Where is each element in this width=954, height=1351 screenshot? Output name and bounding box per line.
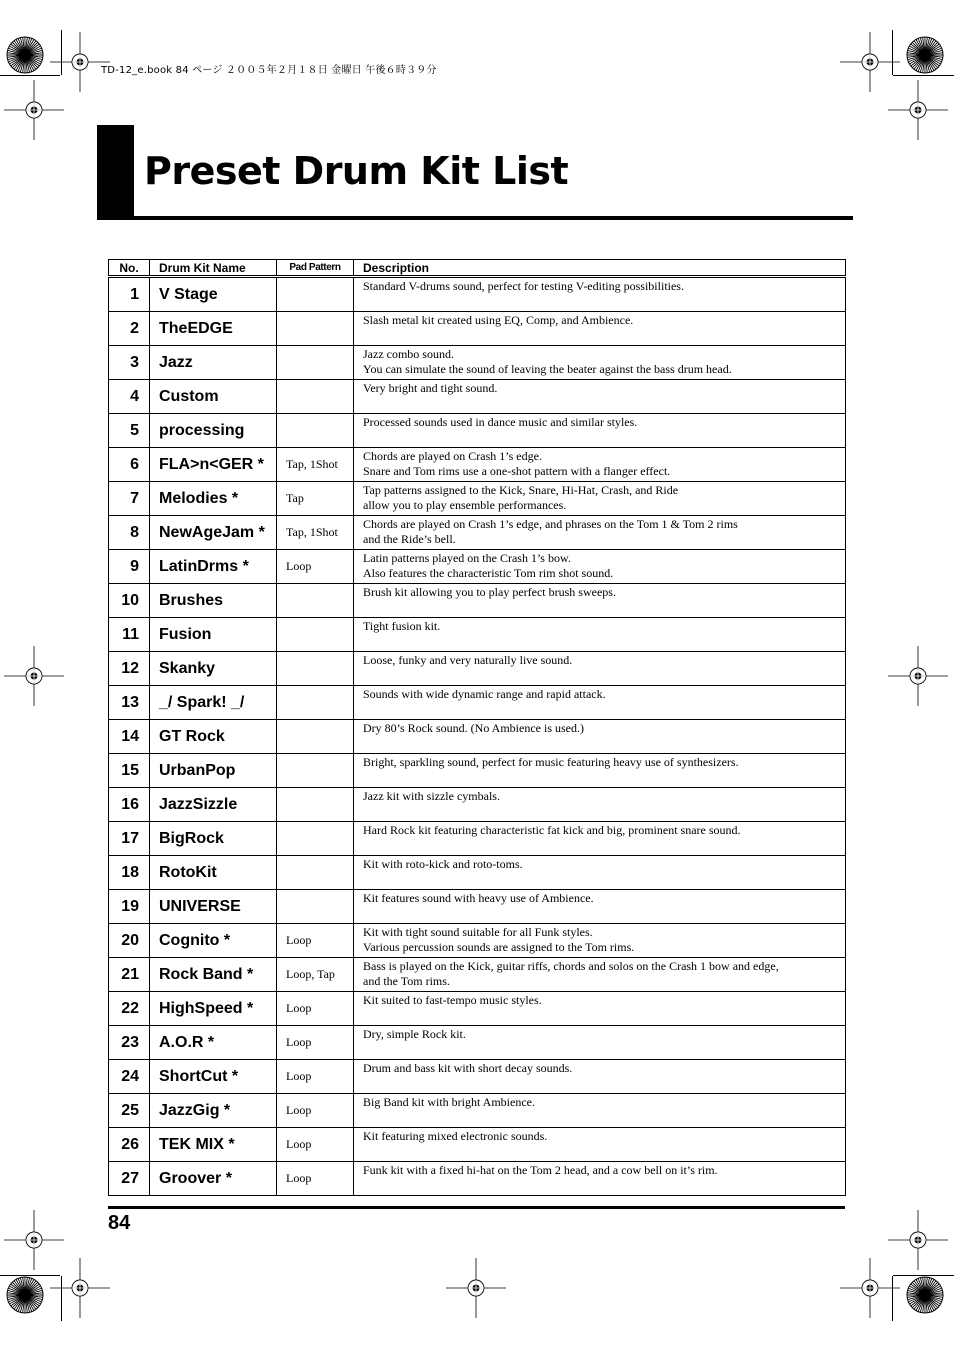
kit-number: 20 (109, 924, 150, 958)
kit-number: 24 (109, 1060, 150, 1094)
kit-name: Cognito * (150, 924, 277, 958)
description-line: Snare and Tom rims use a one-shot pattern with a flanger effect. (363, 464, 671, 478)
kit-pad-pattern: Tap, 1Shot (277, 516, 354, 550)
kit-description (354, 516, 846, 550)
table-body (109, 277, 846, 1196)
description-line: Standard V-drums sound, perfect for testing V-editing possibilities. (363, 279, 684, 293)
kit-description (354, 1128, 846, 1162)
kit-name: BigRock (150, 822, 277, 856)
kit-description (354, 550, 846, 584)
table-row (109, 346, 846, 380)
kit-pad-pattern (277, 277, 354, 312)
kit-number: 2 (109, 312, 150, 346)
description-line: You can simulate the sound of leaving the beater against the bass drum head. (363, 362, 732, 376)
kit-name: Melodies * (150, 482, 277, 516)
kit-number: 17 (109, 822, 150, 856)
kit-number: 5 (109, 414, 150, 448)
kit-description (354, 1060, 846, 1094)
trim-line (0, 1275, 60, 1276)
kit-number: 8 (109, 516, 150, 550)
crosshair-mark (840, 1258, 900, 1318)
kit-number: 21 (109, 958, 150, 992)
kit-pad-pattern (277, 652, 354, 686)
kit-description (354, 686, 846, 720)
kit-description (354, 890, 846, 924)
kit-name: JazzSizzle (150, 788, 277, 822)
kit-number: 6 (109, 448, 150, 482)
description-line: Bass is played on the Kick, guitar riffs, chords and solos on the Crash 1 bow and edge, (363, 959, 779, 973)
kit-name: UNIVERSE (150, 890, 277, 924)
kit-number: 18 (109, 856, 150, 890)
table-row (109, 1162, 846, 1196)
kit-number: 9 (109, 550, 150, 584)
description-line: Brush kit allowing you to play perfect brush sweeps. (363, 585, 616, 599)
kit-name: Skanky (150, 652, 277, 686)
registration-sunburst-bottom-left (5, 1275, 45, 1315)
description-line: Tap patterns assigned to the Kick, Snare, Hi-Hat, Crash, and Ride (363, 483, 679, 497)
table-row (109, 720, 846, 754)
description-line: Tight fusion kit. (363, 619, 441, 633)
description-line: Jazz kit with sizzle cymbals. (363, 789, 500, 803)
description-line: Kit features sound with heavy use of Ambience. (363, 891, 594, 905)
trim-line (892, 1276, 893, 1321)
kit-pad-pattern (277, 414, 354, 448)
table-row (109, 584, 846, 618)
description-line: Bright, sparkling sound, perfect for music featuring heavy use of synthesizers. (363, 755, 739, 769)
kit-name: Groover * (150, 1162, 277, 1196)
kit-description (354, 618, 846, 652)
kit-name: ShortCut * (150, 1060, 277, 1094)
crosshair-mark (4, 646, 64, 706)
description-line: allow you to play ensemble performances. (363, 498, 567, 512)
kit-description (354, 1026, 846, 1060)
table-row (109, 1026, 846, 1060)
registration-sunburst-top-right (905, 35, 945, 75)
description-line: Dry, simple Rock kit. (363, 1027, 466, 1041)
kit-pad-pattern: Loop (277, 1094, 354, 1128)
kit-description (354, 720, 846, 754)
kit-name: JazzGig * (150, 1094, 277, 1128)
description-line: Loose, funky and very naturally live sound. (363, 653, 573, 667)
kit-description (354, 312, 846, 346)
page-title: Preset Drum Kit List (144, 149, 569, 193)
description-line: Slash metal kit created using EQ, Comp, and Ambience. (363, 313, 634, 327)
kit-pad-pattern: Loop (277, 1060, 354, 1094)
table-row (109, 312, 846, 346)
description-line: Kit featuring mixed electronic sounds. (363, 1129, 548, 1143)
kit-pad-pattern (277, 788, 354, 822)
kit-pad-pattern: Loop (277, 924, 354, 958)
description-line: Processed sounds used in dance music and similar styles. (363, 415, 638, 429)
kit-number: 14 (109, 720, 150, 754)
page-number: 84 (108, 1212, 131, 1234)
title-underline (97, 216, 853, 220)
table-row (109, 958, 846, 992)
kit-description (354, 652, 846, 686)
kit-number: 12 (109, 652, 150, 686)
description-line: Drum and bass kit with short decay sounds. (363, 1061, 573, 1075)
kit-name: Custom (150, 380, 277, 414)
kit-pad-pattern (277, 618, 354, 652)
kit-name: Brushes (150, 584, 277, 618)
kit-pad-pattern (277, 686, 354, 720)
column-header-description: Description (354, 260, 846, 277)
kit-name: FLA>n<GER * (150, 448, 277, 482)
kit-name: GT Rock (150, 720, 277, 754)
table-row (109, 516, 846, 550)
kit-number: 1 (109, 277, 150, 312)
table-row (109, 924, 846, 958)
table-row (109, 856, 846, 890)
kit-name: TheEDGE (150, 312, 277, 346)
kit-description (354, 277, 846, 312)
kit-name: Rock Band * (150, 958, 277, 992)
table-row (109, 482, 846, 516)
print-info-header: TD-12_e.book 84 ページ ２００５年２月１８日 金曜日 午後６時３９分 (101, 65, 437, 76)
kit-number: 16 (109, 788, 150, 822)
crosshair-mark (446, 1258, 506, 1318)
registration-sunburst-top-left (5, 35, 45, 75)
kit-pad-pattern: Loop (277, 1128, 354, 1162)
kit-pad-pattern (277, 754, 354, 788)
description-line: Dry 80’s Rock sound. (No Ambience is used.) (363, 721, 584, 735)
kit-pad-pattern: Loop, Tap (277, 958, 354, 992)
kit-description (354, 346, 846, 380)
kit-description (354, 822, 846, 856)
kit-description (354, 1162, 846, 1196)
kit-pad-pattern (277, 856, 354, 890)
description-line: Funk kit with a fixed hi-hat on the Tom 2 head, and a cow bell on it’s rim. (363, 1163, 718, 1177)
trim-line (893, 1275, 954, 1276)
kit-description (354, 414, 846, 448)
kit-name: HighSpeed * (150, 992, 277, 1026)
kit-number: 23 (109, 1026, 150, 1060)
kit-number: 10 (109, 584, 150, 618)
registration-sunburst-bottom-right (905, 1275, 945, 1315)
table-row (109, 1094, 846, 1128)
table-row (109, 822, 846, 856)
kit-description (354, 584, 846, 618)
kit-number: 25 (109, 1094, 150, 1128)
kit-number: 22 (109, 992, 150, 1026)
kit-number: 7 (109, 482, 150, 516)
trim-line (893, 75, 954, 76)
kit-pad-pattern (277, 890, 354, 924)
description-line: Hard Rock kit featuring characteristic fat kick and big, prominent snare sound. (363, 823, 741, 837)
description-line: Kit with roto-kick and roto-toms. (363, 857, 523, 871)
description-line: Kit with tight sound suitable for all Funk styles. (363, 925, 593, 939)
kit-name: _/ Spark! _/ (150, 686, 277, 720)
kit-pad-pattern: Loop (277, 1162, 354, 1196)
crosshair-mark (4, 80, 64, 140)
table-row (109, 1060, 846, 1094)
kit-name: V Stage (150, 277, 277, 312)
table-row (109, 550, 846, 584)
kit-pad-pattern (277, 822, 354, 856)
kit-number: 15 (109, 754, 150, 788)
kit-number: 13 (109, 686, 150, 720)
kit-pad-pattern: Loop (277, 992, 354, 1026)
table-row (109, 788, 846, 822)
kit-pad-pattern (277, 584, 354, 618)
crosshair-mark (50, 1258, 110, 1318)
kit-description (354, 754, 846, 788)
table-row (109, 277, 846, 312)
kit-pad-pattern: Loop (277, 1026, 354, 1060)
kit-number: 3 (109, 346, 150, 380)
kit-pad-pattern: Tap (277, 482, 354, 516)
kit-name: NewAgeJam * (150, 516, 277, 550)
kit-pad-pattern: Tap, 1Shot (277, 448, 354, 482)
kit-number: 26 (109, 1128, 150, 1162)
kit-pad-pattern (277, 346, 354, 380)
description-line: Sounds with wide dynamic range and rapid attack. (363, 687, 606, 701)
trim-line (61, 30, 62, 75)
kit-number: 4 (109, 380, 150, 414)
table-row (109, 652, 846, 686)
kit-pad-pattern (277, 720, 354, 754)
description-line: Kit suited to fast-tempo music styles. (363, 993, 542, 1007)
kit-number: 19 (109, 890, 150, 924)
kit-description (354, 380, 846, 414)
table-row (109, 890, 846, 924)
kit-description (354, 958, 846, 992)
kit-name: LatinDrms * (150, 550, 277, 584)
kit-pad-pattern (277, 380, 354, 414)
description-line: Latin patterns played on the Crash 1’s bow. (363, 551, 571, 565)
description-line: Chords are played on Crash 1’s edge, and phrases on the Tom 1 & Tom 2 rims (363, 517, 738, 531)
description-line: Very bright and tight sound. (363, 381, 498, 395)
title-bar-block (97, 125, 134, 219)
kit-name: A.O.R * (150, 1026, 277, 1060)
description-line: and the Tom rims. (363, 974, 450, 988)
description-line: Also features the characteristic Tom rim shot sound. (363, 566, 614, 580)
description-line: and the Ride’s bell. (363, 532, 456, 546)
trim-line (0, 75, 60, 76)
column-header-no: No. (109, 260, 150, 277)
crosshair-mark (888, 646, 948, 706)
kit-name: Jazz (150, 346, 277, 380)
column-header-name: Drum Kit Name (150, 260, 277, 277)
table-row (109, 754, 846, 788)
kit-description (354, 448, 846, 482)
table-header-row (109, 260, 846, 277)
preset-drum-kit-table (108, 259, 846, 1196)
kit-name: Fusion (150, 618, 277, 652)
kit-name: RotoKit (150, 856, 277, 890)
table-row (109, 414, 846, 448)
trim-line (892, 30, 893, 75)
table-row (109, 686, 846, 720)
description-line: Jazz combo sound. (363, 347, 454, 361)
kit-name: UrbanPop (150, 754, 277, 788)
kit-description (354, 992, 846, 1026)
kit-description (354, 1094, 846, 1128)
trim-line (61, 1276, 62, 1321)
kit-pad-pattern (277, 312, 354, 346)
kit-number: 11 (109, 618, 150, 652)
kit-pad-pattern: Loop (277, 550, 354, 584)
kit-description (354, 788, 846, 822)
kit-number: 27 (109, 1162, 150, 1196)
crosshair-mark (888, 80, 948, 140)
table-row (109, 992, 846, 1026)
table-row (109, 380, 846, 414)
description-line: Chords are played on Crash 1’s edge. (363, 449, 542, 463)
kit-description (354, 482, 846, 516)
kit-description (354, 856, 846, 890)
footer-rule (108, 1206, 845, 1209)
table-row (109, 448, 846, 482)
kit-description (354, 924, 846, 958)
kit-name: processing (150, 414, 277, 448)
description-line: Big Band kit with bright Ambience. (363, 1095, 535, 1109)
table-row (109, 618, 846, 652)
kit-name: TEK MIX * (150, 1128, 277, 1162)
description-line: Various percussion sounds are assigned to the Tom rims. (363, 940, 635, 954)
column-header-pad-pattern: Pad Pattern (277, 260, 354, 277)
table-row (109, 1128, 846, 1162)
